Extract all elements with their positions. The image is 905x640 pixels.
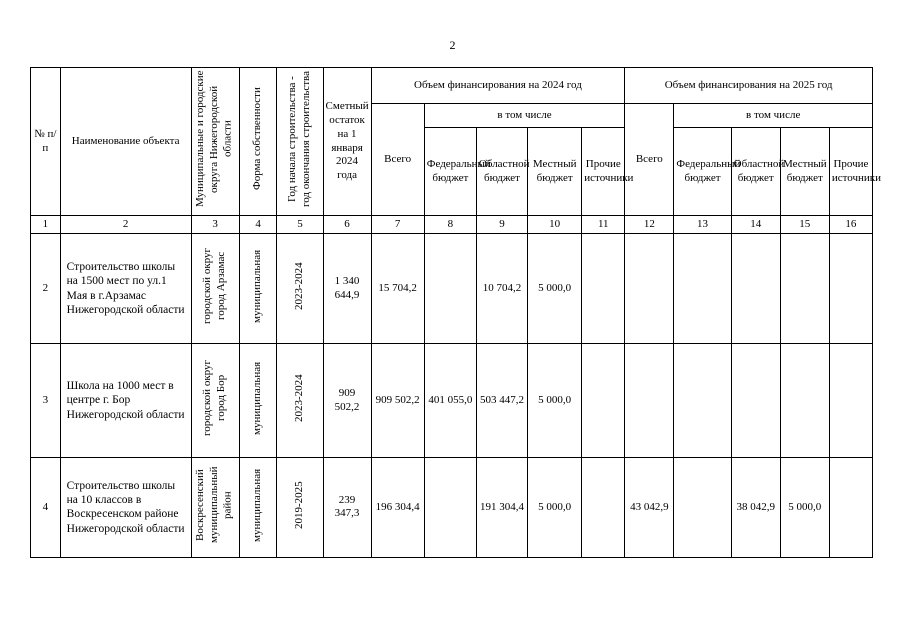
col-index: 8 [424,216,476,234]
municipality: городской округ город Бор [201,360,228,437]
table-row [31,234,873,344]
local-2025 [780,234,829,344]
col-index: 7 [371,216,424,234]
municipality: городской округ город Арзамас [201,248,228,325]
oblast-2024: 191 304,4 [476,458,527,558]
row-num: 3 [31,344,61,458]
header-ownership-cell [239,68,277,216]
header-total-2024: Всего [371,104,424,216]
federal-2025 [674,458,731,558]
years: 2023-2024 [293,262,306,310]
years: 2019-2025 [293,481,306,529]
years-cell [277,458,323,558]
table-row [31,458,873,558]
ownership-cell [239,234,277,344]
local-2025: 5 000,0 [780,458,829,558]
total-2024: 909 502,2 [371,344,424,458]
header-federal-2024: Федеральный бюджет [424,128,476,216]
federal-2024 [424,234,476,344]
other-2024 [582,344,625,458]
object-name: Строительство школы на 10 классов в Воскресенском районе Нижегородской области [60,458,191,558]
header-municipality: Муниципальные и городские округа Нижегородской области [194,70,234,208]
header-ownership: Форма собственности [251,87,264,191]
oblast-2025 [731,344,780,458]
header-oblast-2025: Областной бюджет [731,128,780,216]
col-index: 13 [674,216,731,234]
total-2025 [625,234,674,344]
local-2024: 5 000,0 [528,458,582,558]
header-fin-2024: Объем финансирования на 2024 год [371,68,625,104]
header-estimate: Сметный остаток на 1 января 2024 года [323,68,371,216]
object-name: Школа на 1000 мест в центре г. Бор Нижегородской области [60,344,191,458]
other-2025 [829,234,872,344]
col-index: 14 [731,216,780,234]
other-2025 [829,458,872,558]
oblast-2025: 38 042,9 [731,458,780,558]
estimate: 239 347,3 [323,458,371,558]
header-name: Наименование объекта [60,68,191,216]
page-number: 2 [449,38,456,52]
estimate: 1 340 644,9 [323,234,371,344]
row-num: 4 [31,458,61,558]
financing-table [30,67,882,558]
col-index: 3 [191,216,239,234]
col-index: 15 [780,216,829,234]
col-index: 9 [476,216,527,234]
col-index: 2 [60,216,191,234]
ownership: муниципальная [251,361,264,435]
years-cell [277,234,323,344]
header-total-2025: Всего [625,104,674,216]
header-incl-2025: в том числе [674,104,873,128]
header-municipality-cell [191,68,239,216]
header-other-2025: Прочие источники [829,128,872,216]
other-2024 [582,458,625,558]
estimate: 909 502,2 [323,344,371,458]
oblast-2024: 10 704,2 [476,234,527,344]
oblast-2025 [731,234,780,344]
total-2024: 15 704,2 [371,234,424,344]
ownership: муниципальная [251,249,264,323]
local-2025 [780,344,829,458]
col-index: 11 [582,216,625,234]
table-row [31,344,873,458]
years-cell [277,344,323,458]
municipality-cell [191,344,239,458]
col-index: 16 [829,216,872,234]
col-index: 10 [528,216,582,234]
ownership-cell [239,344,277,458]
oblast-2024: 503 447,2 [476,344,527,458]
header-oblast-2024: Областной бюджет [476,128,527,216]
row-num: 2 [31,234,61,344]
header-years: Год начала строительства - год окончания строительства [286,71,312,208]
total-2025: 43 042,9 [625,458,674,558]
col-index: 1 [31,216,61,234]
object-name: Строительство школы на 1500 мест по ул.1 Мая в г.Арзамас Нижегородской области [60,234,191,344]
col-index: 5 [277,216,323,234]
header-fin-2025: Объем финансирования на 2025 год [625,68,873,104]
total-2024: 196 304,4 [371,458,424,558]
municipality-cell [191,234,239,344]
local-2024: 5 000,0 [528,344,582,458]
municipality-cell [191,458,239,558]
header-local-2025: Местный бюджет [780,128,829,216]
other-2024 [582,234,625,344]
header-num: № п/п [31,68,61,216]
col-index: 6 [323,216,371,234]
years: 2023-2024 [293,374,306,422]
header-incl-2024: в том числе [424,104,625,128]
header-row-1 [31,68,873,104]
local-2024: 5 000,0 [528,234,582,344]
federal-2025 [674,344,731,458]
col-index: 12 [625,216,674,234]
header-other-2024: Прочие источники [582,128,625,216]
header-years-cell [277,68,323,216]
federal-2024 [424,458,476,558]
col-index: 4 [239,216,277,234]
header-local-2024: Местный бюджет [528,128,582,216]
header-federal-2025: Федеральный бюджет [674,128,731,216]
federal-2025 [674,234,731,344]
other-2025 [829,344,872,458]
column-index-row [31,216,873,234]
total-2025 [625,344,674,458]
federal-2024: 401 055,0 [424,344,476,458]
ownership: муниципальная [251,468,264,542]
municipality: Воскресенский муниципальный район [194,466,234,544]
ownership-cell [239,458,277,558]
